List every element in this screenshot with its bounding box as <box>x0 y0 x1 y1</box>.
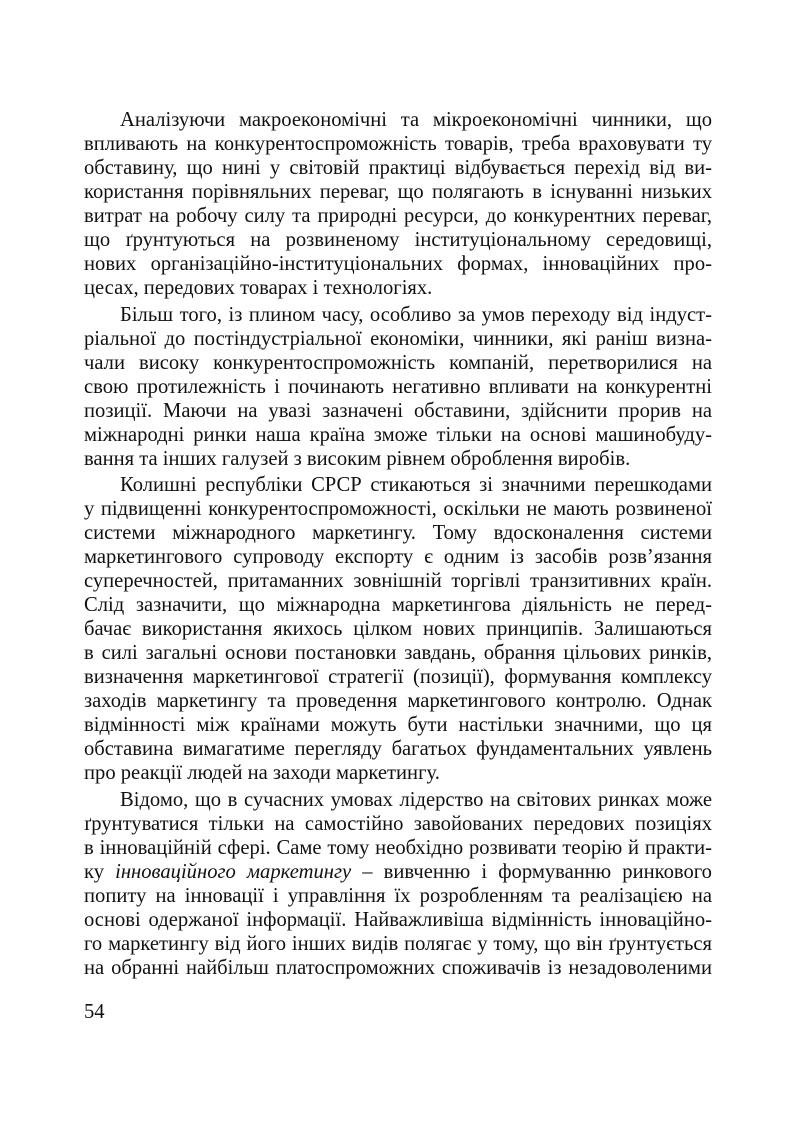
text-line: користання порівняльних переваг, що полягають в існуванні низьких <box>84 181 712 203</box>
text-line: у підвищенні конкурентоспроможності, оскільки не мають розвиненої <box>84 498 712 520</box>
italic-term: інноваційного маркетингу <box>115 860 352 883</box>
text-line: позиції. Маючи на увазі зазначені обставини, здійснити прорив на <box>84 399 712 422</box>
text-line: міжнародні ринки наша країна зможе тільки на основі машинобуду- <box>84 423 712 446</box>
text-line: що ґрунтуються на розвиненому інституціональному середовищі, <box>84 229 712 251</box>
text-line: вання та інших галузей з високим рівнем оброблення виробів. <box>84 447 631 470</box>
paragraph-3 <box>84 473 712 785</box>
text-line: Колишні республіки СРСР стикаються зі значними перешкодами <box>120 474 712 496</box>
text-line: обставину, що нині у світовій практиці відбувається перехід від ви- <box>84 157 712 179</box>
text-line: обставина вимагатиме перегляду багатьох фундаментальних уявлень <box>84 738 712 760</box>
text-line: впливають на конкурентоспроможність товарів, треба враховувати ту <box>84 133 712 155</box>
text-line: го маркетингу від його інших видів полягає у тому, що він ґрунтується <box>84 932 712 955</box>
text-line: на обранні найбільш платоспроможних споживачів із незадоволеними <box>84 956 712 979</box>
text-line: чали високу конкурентоспроможність компаній, перетворилися на <box>84 351 712 374</box>
text-line: відмінності між країнами можуть бути настільки значними, що ця <box>84 714 712 736</box>
text-line: цесах, передових товарах і технологіях. <box>84 277 433 299</box>
text-line: системи міжнародного маркетингу. Тому вдосконалення системи <box>84 522 712 544</box>
text-line: ґрунтуватися тільки на самостійно завойованих передових позиціях <box>84 812 712 835</box>
paragraph-2 <box>84 303 712 471</box>
text-line: витрат на робочу силу та природні ресурси, до конкурентних переваг, <box>84 205 712 227</box>
text-line: попиту на інновації і управління їх розробленням та реалізацією на <box>84 884 712 907</box>
text-line: Більш того, із плином часу, особливо за умов переходу від індуст- <box>120 303 712 326</box>
text-line <box>84 860 712 884</box>
text-line: нових організаційно-інституціональних формах, інноваційних про- <box>84 253 712 275</box>
text-line: в інноваційній сфері. Саме тому необхідно розвивати теорію й практи- <box>84 836 712 859</box>
text-line: маркетингового супроводу експорту є одним із засобів розв’язання <box>84 546 712 568</box>
text-line: Відомо, що в сучасних умовах лідерство на світових ринках може <box>120 788 712 811</box>
paragraph-1 <box>84 108 712 300</box>
body-text <box>84 108 712 980</box>
text-line: Слід зазначити, що міжнародна маркетингова діяльність не перед- <box>84 594 712 616</box>
paragraph-4 <box>84 788 712 980</box>
text-line: про реакції людей на заходи маркетингу. <box>84 762 440 784</box>
text-line: бачає використання якихось цілком нових принципів. Залишаються <box>84 618 712 640</box>
text-line: заходів маркетингу та проведення маркетингового контролю. Однак <box>84 690 712 712</box>
text-run: ку <box>84 860 116 883</box>
text-line: Аналізуючи макроекономічні та мікроекономічні чинники, що <box>120 109 712 131</box>
text-line: свою протилежність і починають негативно впливати на конкурентні <box>84 375 712 398</box>
text-line: основі одержаної інформації. Найважливіша відмінність інноваційно- <box>84 908 712 931</box>
text-line: визначення маркетингової стратегії (позиції), формування комплексу <box>84 666 712 688</box>
page-number: 54 <box>84 1001 105 1023</box>
text-line: ріальної до постіндустріальної економіки, чинники, які раніш визна- <box>84 327 712 350</box>
text-line: в силі загальні основи постановки завдань, обрання цільових ринків, <box>84 642 712 664</box>
text-line: суперечностей, притаманних зовнішній торгівлі транзитивних країн. <box>84 570 712 592</box>
text-run: – вивченню і формуванню ринкового <box>351 860 712 883</box>
